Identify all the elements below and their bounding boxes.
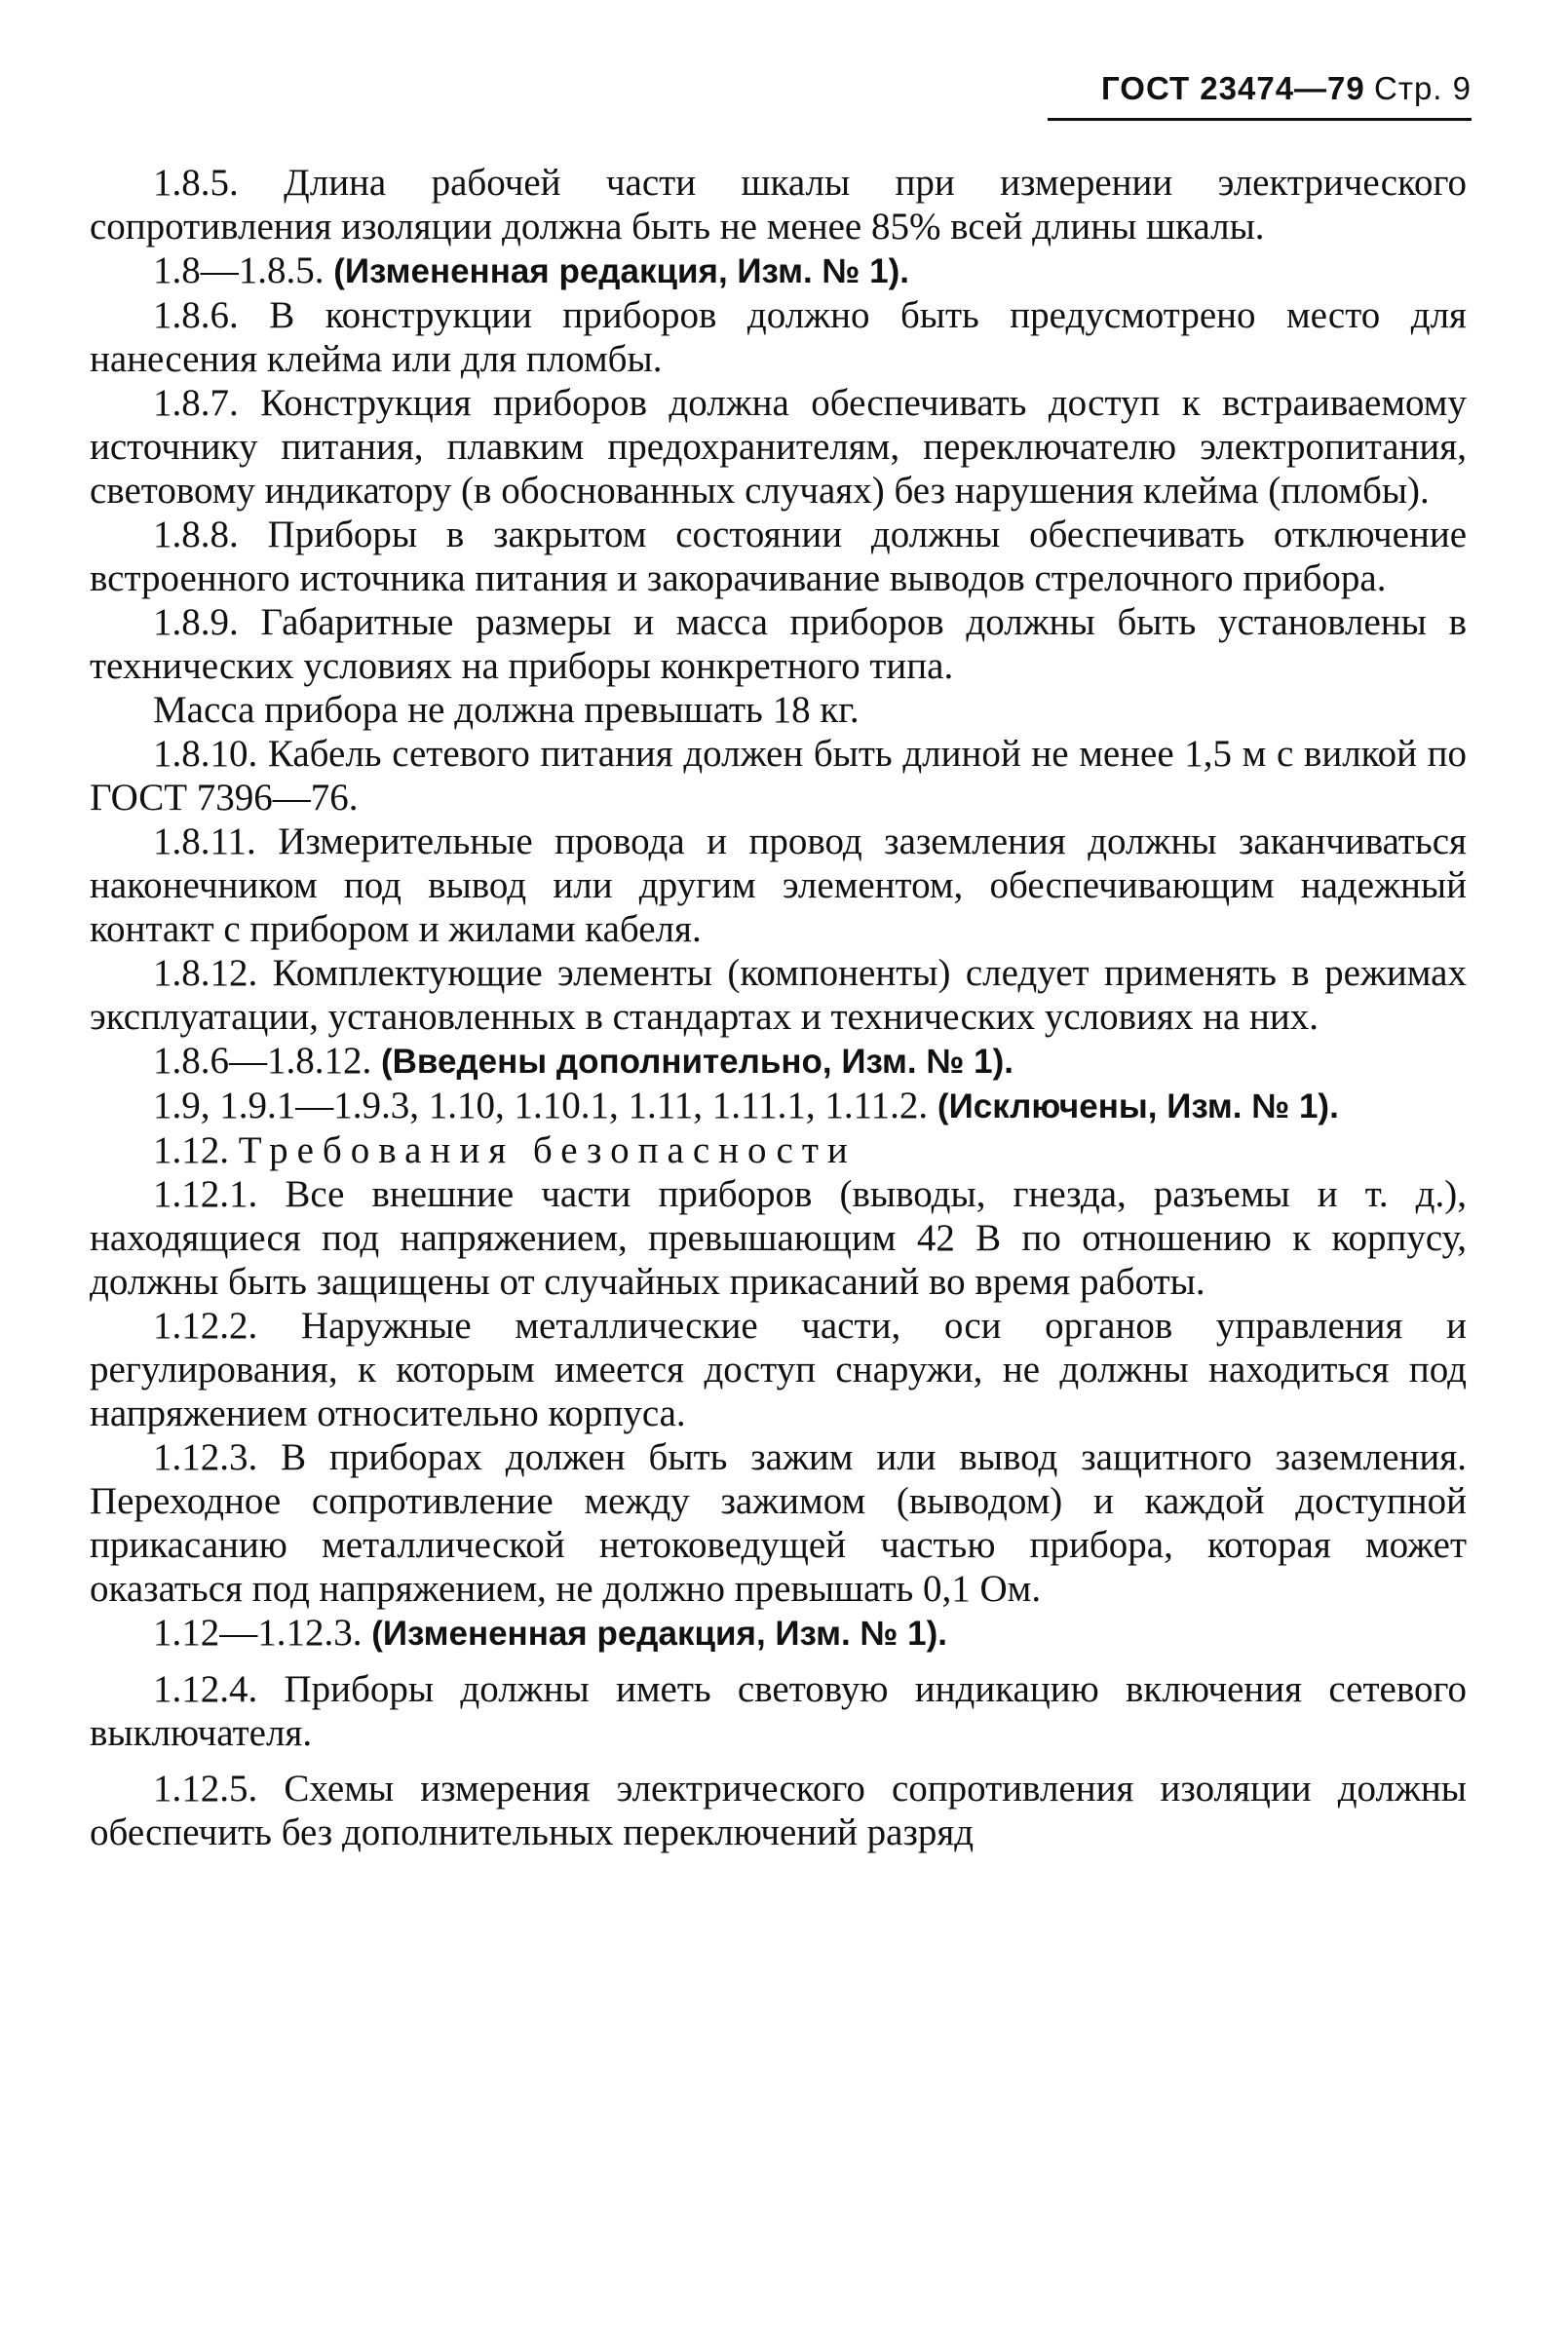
paragraph: 1.8.8. Приборы в закрытом состоянии должны обеспечивать отключение встроенного источника питания и закорачивание выводов стрелочного прибора. bbox=[90, 514, 1467, 599]
amendment-text: (Измененная редакция, Изм. № 1). bbox=[333, 252, 909, 290]
amendment-text: (Исключены, Изм. № 1). bbox=[937, 1087, 1339, 1125]
paragraph: Масса прибора не должна превышать 18 кг. bbox=[153, 689, 860, 731]
amendment-note bbox=[90, 248, 1467, 293]
amendment-note bbox=[90, 1039, 1467, 1084]
amendment-text: (Введены дополнительно, Изм. № 1). bbox=[381, 1043, 1013, 1081]
section-title: Требования безопасности bbox=[238, 1129, 857, 1171]
paragraph: 1.8.12. Комплектующие элементы (компоненты) следует применять в режимах эксплуатации, установленных в стандартах и технических условиях на них. bbox=[90, 952, 1467, 1038]
page-header bbox=[1091, 70, 1472, 108]
paragraph: 1.12.5. Схемы измерения электрического сопротивления изоляции должны обеспечить без дополнительных переключений разряд bbox=[90, 1768, 1467, 1853]
header-rule bbox=[1048, 118, 1472, 121]
amendment-note bbox=[90, 1084, 1467, 1128]
clause-range: 1.8—1.8.5. bbox=[153, 249, 325, 291]
clause-range: 1.8.6—1.8.12. bbox=[153, 1040, 372, 1082]
paragraph: 1.8.5. Длина рабочей части шкалы при измерении электрического сопротивления изоляции должна быть не менее 85% всей длины шкалы. bbox=[90, 162, 1467, 248]
paragraph: 1.8.9. Габаритные размеры и масса приборов должны быть установлены в технических условиях на приборы конкретного типа. bbox=[90, 601, 1467, 687]
clause-range: 1.9, 1.9.1—1.9.3, 1.10, 1.10.1, 1.11, 1.11.1, 1.11.2. bbox=[153, 1085, 929, 1126]
standard-code: ГОСТ 23474—79 bbox=[1101, 70, 1365, 106]
paragraph: 1.12.1. Все внешние части приборов (выводы, гнезда, разъемы и т. д.), находящиеся под напряжением, превышающим 42 В по отношению к корпусу, должны быть защищены от случайных прикасаний во время работы. bbox=[90, 1173, 1467, 1303]
amendment-text: (Измененная редакция, Изм. № 1). bbox=[371, 1615, 947, 1653]
paragraph: 1.12.3. В приборах должен быть зажим или вывод защитного заземления. Переходное сопротивление между зажимом (выводом) и каждой доступной прикасанию металлической нетоковедущей частью прибора, которая может оказаться под напряжением, не должно превышать 0,1 Ом. bbox=[90, 1436, 1467, 1610]
clause-range: 1.12—1.12.3. bbox=[153, 1612, 363, 1654]
paragraph: 1.8.11. Измерительные провода и провод заземления должны заканчиваться наконечником под вывод или другим элементом, обеспечивающим надежный контакт с прибором и жилами кабеля. bbox=[90, 820, 1467, 950]
paragraph: 1.12.2. Наружные металлические части, оси органов управления и регулирования, к которым имеется доступ снаружи, не должны находиться под напряжением относительно корпуса. bbox=[90, 1305, 1467, 1434]
section-heading bbox=[90, 1128, 1467, 1172]
paragraph: 1.8.10. Кабель сетевого питания должен быть длиной не менее 1,5 м с вилкой по ГОСТ 7396—76. bbox=[90, 733, 1467, 819]
amendment-note bbox=[90, 1611, 1467, 1656]
section-number: 1.12. bbox=[153, 1129, 229, 1171]
paragraph: 1.8.7. Конструкция приборов должна обеспечивать доступ к встраиваемому источнику питания, плавким предохранителям, переключателю электропитания, световому индикатору (в обоснованных случаях) без нарушения клейма (пломбы). bbox=[90, 382, 1467, 512]
page-number: Стр. 9 bbox=[1374, 70, 1472, 106]
document-body bbox=[90, 161, 1467, 1854]
paragraph: 1.8.6. В конструкции приборов должно быть предусмотрено место для нанесения клейма или для пломбы. bbox=[90, 294, 1467, 380]
paragraph: 1.12.4. Приборы должны иметь световую индикацию включения сетевого выключателя. bbox=[90, 1668, 1467, 1754]
